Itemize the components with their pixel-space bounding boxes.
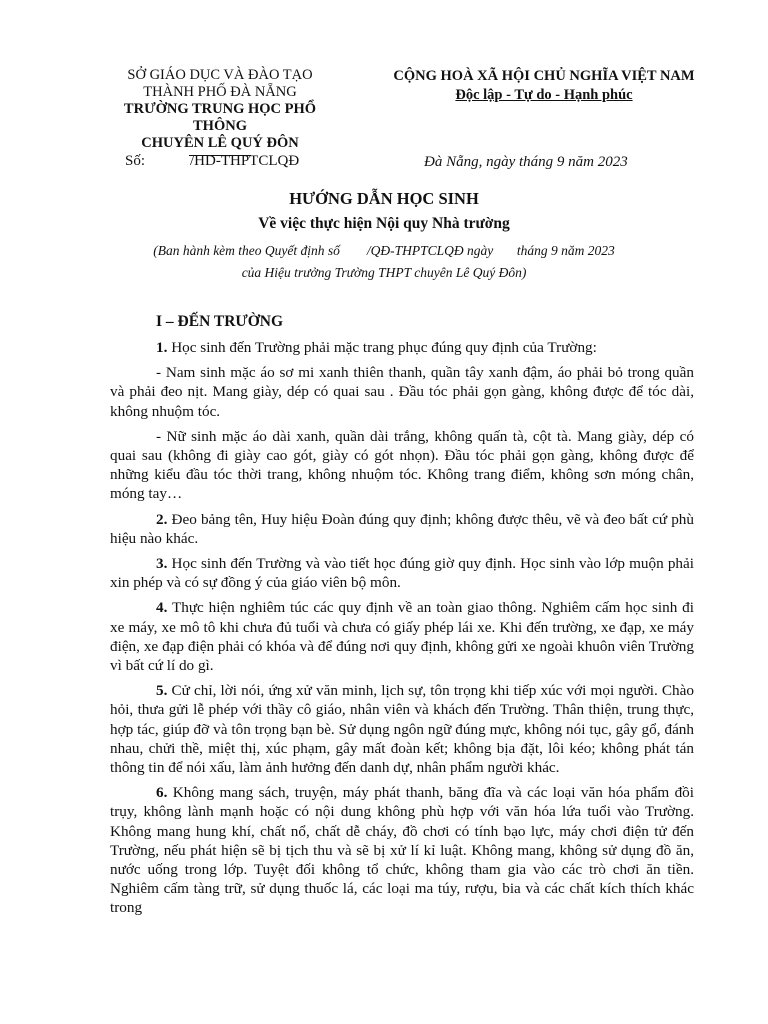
rule-item <box>110 783 694 917</box>
school-name-line1: TRƯỜNG TRUNG HỌC PHỔ THÔNG <box>123 101 317 134</box>
rule-item <box>110 427 694 504</box>
section-heading: I – ĐẾN TRƯỜNG <box>156 313 284 330</box>
school-name-line2: CHUYÊN LÊ QUÝ ĐÔN <box>141 135 299 151</box>
rule-item <box>110 598 694 675</box>
rule-number: 5. <box>156 682 168 700</box>
rule-text: Cử chỉ, lời nói, ứng xử văn minh, lịch sự, tôn trọng khi tiếp xúc với mọi người. Chào hỏi, thưa gửi lễ phép với thầy cô giáo, nhân viên và khách đến Trường. Thân thiện, trung thực, hợp tác, giúp đỡ và tôn trọng bạn bè. Sử dụng ngôn ngữ đúng mực, không nói tục, gây gổ, đánh nhau, chửi thề, miệt thị, xúc phạm, gây mất đoàn kết; không bịa đặt, lôi kéo; không phát tán thông tin để nói xấu, làm ảnh hưởng đến danh dự, nhân phẩm người khác. <box>110 682 694 777</box>
rule-text: Thực hiện nghiêm túc các quy định về an toàn giao thông. Nghiêm cấm học sinh đi xe máy, xe mô tô khi chưa đủ tuổi và chưa có giấy phép lái xe. Khi đến trường, xe đạp, xe máy điện, xe đạp điện phải có khóa và để đúng nơi quy định, không gửi xe ngoài khuôn viên Trường vì bất cứ lí do gì. <box>110 599 694 675</box>
rule-number: 2. <box>156 510 168 528</box>
rule-item <box>110 510 694 548</box>
rule-text: - Nam sinh mặc áo sơ mi xanh thiên thanh, quần tây xanh đậm, áo phải bỏ trong quần và phải đeo nịt. Mang giày, dép có quai sau . Đầu tóc phải gọn gàng, không được để tóc dài, không nhuộm tóc. <box>110 364 694 420</box>
department-name: SỞ GIÁO DỤC VÀ ĐÀO TẠO <box>127 67 313 83</box>
rule-number: 6. <box>156 784 168 802</box>
document-number-code: /HD-THPTCLQĐ <box>190 153 300 169</box>
decree-reference <box>0 240 768 284</box>
rule-number: 4. <box>156 599 168 617</box>
rule-number: 3. <box>156 555 168 573</box>
rule-item <box>110 554 694 592</box>
rule-text: - Nữ sinh mặc áo dài xanh, quần dài trắng, không quấn tà, cột tà. Mang giày, dép có quai sau (không đi giày cao gót, giày có gót nhọn). Đầu tóc phải gọn gàng, không được để những kiểu đầu tóc thời trang, không nhuộm tóc. Không trang điểm, không sơn móng chân, móng tay… <box>110 427 694 503</box>
document-subtitle: Về việc thực hiện Nội quy Nhà trường <box>258 215 510 232</box>
issuing-authority <box>104 67 336 156</box>
rule-item <box>110 363 694 421</box>
decree-line-1: (Ban hành kèm theo Quyết định số /QĐ-THPTCLQĐ ngày tháng 9 năm 2023 <box>153 243 615 258</box>
document-date: Đà Nẵng, ngày tháng 9 năm 2023 <box>424 154 628 170</box>
document-title: HƯỚNG DẪN HỌC SINH <box>289 189 479 208</box>
rule-number: 1. <box>156 339 168 356</box>
document-body <box>110 312 694 924</box>
national-heading <box>372 67 716 105</box>
rule-text: Đeo bảng tên, Huy hiệu Đoàn đúng quy định; không được thêu, vẽ và đeo bất cứ phù hiệu nào khác. <box>110 510 694 547</box>
national-motto: Độc lập - Tự do - Hạnh phúc <box>455 87 633 103</box>
city-name: THÀNH PHỐ ĐÀ NẴNG <box>143 84 297 100</box>
decree-line-2: của Hiệu trưởng Trường THPT chuyên Lê Quý Đôn) <box>241 265 527 280</box>
rule-text: Không mang sách, truyện, máy phát thanh, băng đĩa và các loại văn hóa phẩm đồi trụy, không lành mạnh hoặc có nội dung không phù hợp với văn hóa lứa tuổi vào Trường. Không mang hung khí, chất nổ, chất dễ cháy, đồ chơi có tính bạo lực, máy chơi điện tử đến Trường, nếu phát hiện sẽ bị tịch thu và sẽ bị xử lí kỉ luật. Không mang, không sử dụng đồ ăn, nước uống trong lớp. Tuyệt đối không tổ chức, không tham gia vào các trò chơi ăn tiền. Nghiêm cấm tàng trữ, sử dụng thuốc lá, các loại ma túy, rượu, bia và các chất kích thích khác trong <box>110 784 694 917</box>
rule-item <box>110 338 694 357</box>
rule-item <box>110 681 694 777</box>
document-number-label: Số: <box>125 153 146 169</box>
country-name: CỘNG HOÀ XÃ HỘI CHỦ NGHĨA VIỆT NAM <box>393 68 695 84</box>
rule-text: Học sinh đến Trường phải mặc trang phục đúng quy định của Trường: <box>167 339 597 356</box>
rule-text: Học sinh đến Trường và vào tiết học đúng giờ quy định. Học sinh vào lớp muộn phải xin phép và có sự đồng ý của giáo viên bộ môn. <box>110 555 694 592</box>
